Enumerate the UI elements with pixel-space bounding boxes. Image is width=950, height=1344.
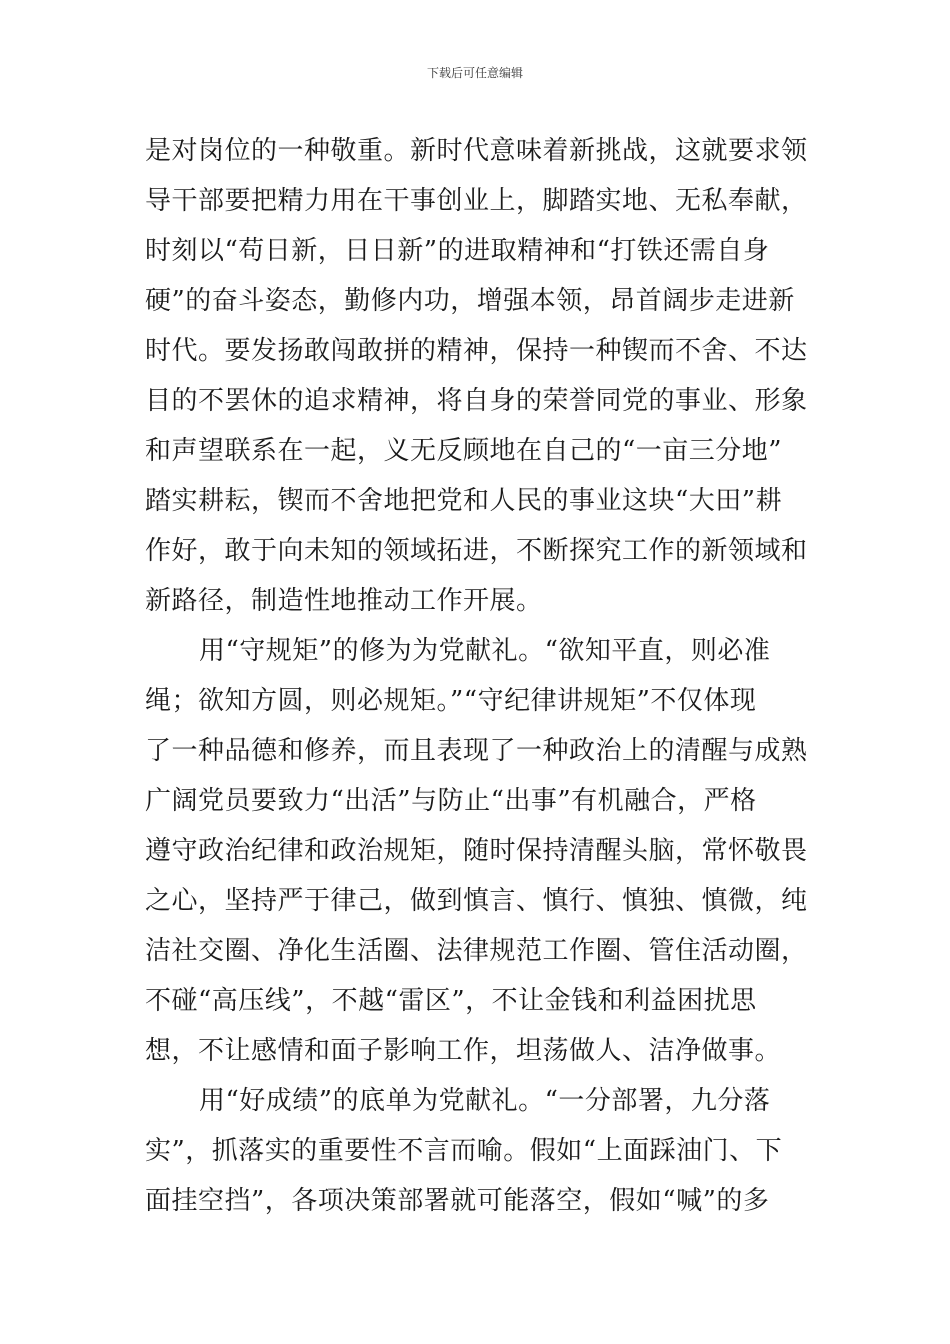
text-line: 洁社交圈、净化生活圈、法律规范工作圈、管住活动圈， xyxy=(145,936,808,966)
text-line: 遵守政治纪律和政治规矩，随时保持清醒头脑，常怀敬畏 xyxy=(145,836,808,866)
text-line: 了一种品德和修养，而且表现了一种政治上的清醒与成熟 xyxy=(145,736,808,766)
text-line: 时代。要发扬敢闯敢拼的精神，保持一种锲而不舍、不达 xyxy=(145,336,808,366)
text-line: 想，不让感情和面子影响工作，坦荡做人、洁净做事。 xyxy=(145,1036,782,1066)
text-line: 时刻以“苟日新，日日新”的进取精神和“打铁还需自身 xyxy=(145,236,770,266)
text-line: 是对岗位的一种敬重。新时代意味着新挑战，这就要求领 xyxy=(145,136,808,166)
document-body xyxy=(145,126,809,1226)
text-line: 目的不罢休的追求精神，将自身的荣誉同党的事业、形象 xyxy=(145,386,808,416)
text-line: 用“守规矩”的修为为党献礼。“欲知平直，则必准 xyxy=(199,636,771,666)
text-line: 踏实耕耘，锲而不舍地把党和人民的事业这块“大田”耕 xyxy=(145,486,783,516)
text-line: 导干部要把精力用在干事创业上，脚踏实地、无私奉献， xyxy=(145,186,808,216)
text-line: 之心，坚持严于律己，做到慎言、慎行、慎独、慎微，纯 xyxy=(145,886,808,916)
text-line: 作好，敢于向未知的领域拓进，不断探究工作的新领域和 xyxy=(145,536,808,566)
text-line: 和声望联系在一起，义无反顾地在自己的“一亩三分地” xyxy=(145,436,783,466)
text-line: 不碰“高压线”，不越“雷区”，不让金钱和利益困扰思 xyxy=(145,986,757,1016)
text-line: 广阔党员要致力“出活”与防止“出事”有机融合，严格 xyxy=(145,786,757,816)
text-line: 用“好成绩”的底单为党献礼。“一分部署，九分落 xyxy=(199,1086,771,1116)
text-line: 新路径，制造性地推动工作开展。 xyxy=(145,586,543,616)
text-line: 实”，抓落实的重要性不言而喻。假如“上面踩油门、下 xyxy=(145,1136,783,1166)
page-header: 下载后可任意编辑 xyxy=(426,66,523,80)
text-line: 面挂空挡”，各项决策部署就可能落空，假如“喊”的多 xyxy=(145,1186,770,1216)
text-line: 绳；欲知方圆，则必规矩。”“守纪律讲规矩”不仅体现 xyxy=(145,686,757,716)
text-line: 硬”的奋斗姿态，勤修内功，增强本领，昂首阔步走进新 xyxy=(145,286,795,316)
